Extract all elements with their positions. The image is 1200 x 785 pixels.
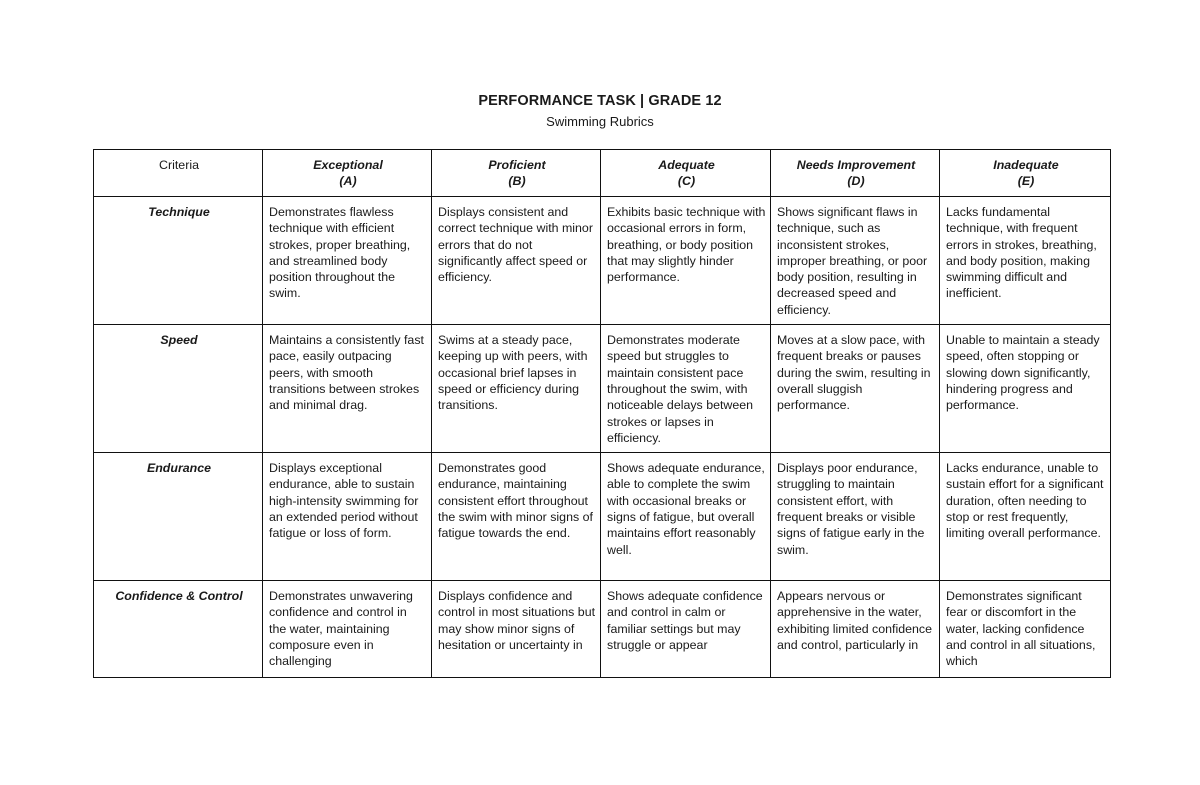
level-name: Needs Improvement: [796, 158, 916, 172]
criterion-cell: Endurance: [94, 453, 263, 581]
descriptor-cell: Appears nervous or apprehensive in the water, exhibiting limited confidence and control, particularly in: [771, 581, 940, 678]
descriptor-cell: Unable to maintain a steady speed, often stopping or slowing down significantly, hindering progress and performance.: [940, 325, 1111, 453]
descriptor-cell: Exhibits basic technique with occasional errors in form, breathing, or body position that may slightly hinder performance.: [601, 197, 771, 325]
descriptor-cell: Swims at a steady pace, keeping up with peers, with occasional brief lapses in speed or efficiency during transitions.: [432, 325, 601, 453]
level-name: Adequate: [658, 158, 715, 172]
level-grade: (B): [508, 174, 526, 189]
level-header-a: [263, 150, 432, 197]
descriptor-cell: Moves at a slow pace, with frequent breaks or pauses during the swim, resulting in overall sluggish performance.: [771, 325, 940, 453]
page-subtitle: Swimming Rubrics: [546, 114, 654, 129]
descriptor-cell: Displays confidence and control in most situations but may show minor signs of hesitation or uncertainty in: [432, 581, 601, 678]
page-title: PERFORMANCE TASK | GRADE 12: [478, 93, 722, 109]
descriptor-cell: Lacks fundamental technique, with frequent errors in strokes, breathing, and body position, making swimming difficult and inefficient.: [940, 197, 1111, 325]
descriptor-cell: Shows adequate confidence and control in calm or familiar settings but may struggle or appear: [601, 581, 771, 678]
rubric-table: [93, 149, 1111, 678]
descriptor-cell: Displays exceptional endurance, able to sustain high-intensity swimming for an extended period without fatigue or loss of form.: [263, 453, 432, 581]
table-row-speed: [94, 325, 1111, 453]
level-grade: (E): [1017, 174, 1035, 189]
descriptor-cell: Maintains a consistently fast pace, easily outpacing peers, with smooth transitions between strokes and minimal drag.: [263, 325, 432, 453]
criterion-cell: Speed: [94, 325, 263, 453]
level-header-c: [601, 150, 771, 197]
descriptor-cell: Demonstrates significant fear or discomfort in the water, lacking confidence and control in all situations, which: [940, 581, 1111, 678]
level-name: Proficient: [488, 158, 546, 172]
level-header-b: [432, 150, 601, 197]
descriptor-cell: Demonstrates unwavering confidence and control in the water, maintaining composure even in challenging: [263, 581, 432, 678]
criterion-cell: Confidence & Control: [94, 581, 263, 678]
level-header-e: [940, 150, 1111, 197]
criteria-header: Criteria: [94, 150, 263, 197]
table-row-endurance: [94, 453, 1111, 581]
descriptor-cell: Displays poor endurance, struggling to maintain consistent effort, with frequent breaks or visible signs of fatigue early in the swim.: [771, 453, 940, 581]
descriptor-cell: Demonstrates flawless technique with efficient strokes, proper breathing, and streamlined body position throughout the swim.: [263, 197, 432, 325]
descriptor-cell: Demonstrates good endurance, maintaining consistent effort throughout the swim with minor signs of fatigue towards the end.: [432, 453, 601, 581]
descriptor-cell: Lacks endurance, unable to sustain effort for a significant duration, often needing to stop or rest frequently, limiting overall performance.: [940, 453, 1111, 581]
descriptor-cell: Shows adequate endurance, able to complete the swim with occasional breaks or signs of fatigue, but overall maintains effort reasonably well.: [601, 453, 771, 581]
level-header-d: [771, 150, 940, 197]
criterion-cell: Technique: [94, 197, 263, 325]
level-grade: (C): [677, 174, 696, 189]
level-name: Exceptional: [313, 158, 383, 172]
table-header-row: [94, 150, 1111, 197]
level-name: Inadequate: [993, 158, 1059, 172]
table-row-technique: [94, 197, 1111, 325]
table-row-confidence-control: [94, 581, 1111, 678]
level-grade: (A): [339, 174, 357, 189]
descriptor-cell: Displays consistent and correct technique with minor errors that do not significantly affect speed or efficiency.: [432, 197, 601, 325]
level-grade: (D): [847, 174, 865, 189]
descriptor-cell: Shows significant flaws in technique, such as inconsistent strokes, improper breathing, or poor body position, resulting in decreased speed and efficiency.: [771, 197, 940, 325]
descriptor-cell: Demonstrates moderate speed but struggles to maintain consistent pace throughout the swim, with noticeable delays between strokes or lapses in efficiency.: [601, 325, 771, 453]
